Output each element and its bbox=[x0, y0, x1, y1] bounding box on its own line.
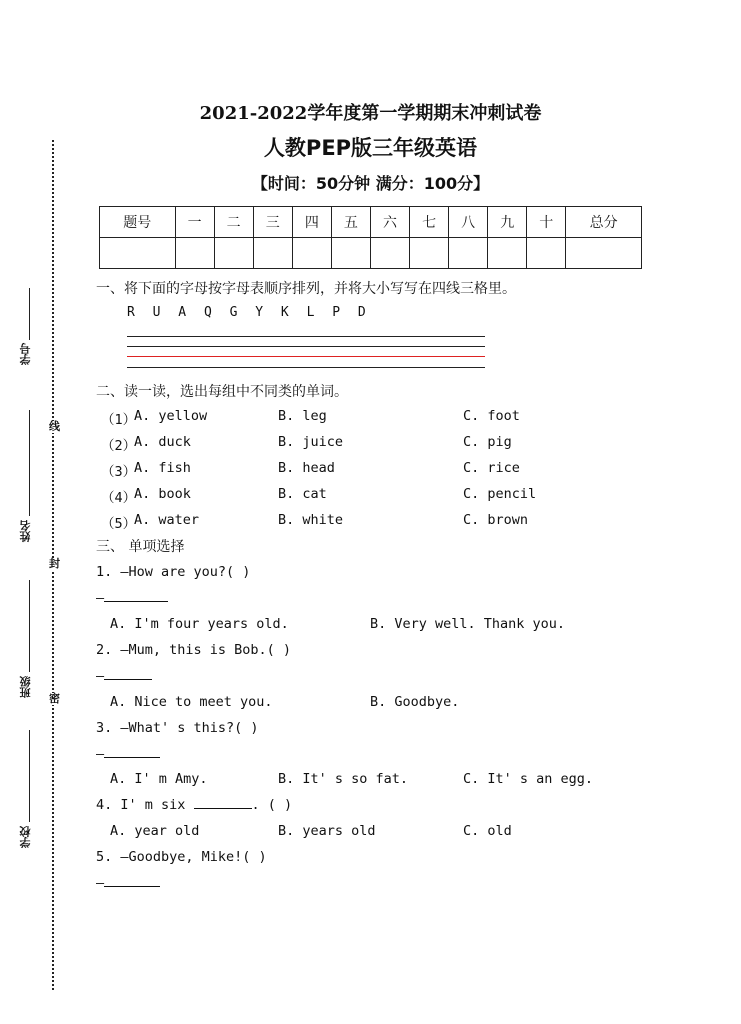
option-c: C. It' s an egg. bbox=[463, 771, 594, 787]
score-cell[interactable] bbox=[370, 238, 409, 269]
question-1-stem: 1. —How are you?( ) bbox=[96, 564, 251, 580]
score-cell[interactable] bbox=[331, 238, 370, 269]
score-cell[interactable] bbox=[527, 238, 566, 269]
score-header-cell: 五 bbox=[331, 207, 370, 238]
score-header-cell: 一 bbox=[175, 207, 214, 238]
seal-char-secret: 密 bbox=[49, 692, 60, 705]
question-4-stem-post: . ( ) bbox=[251, 797, 293, 813]
answer-dash: — bbox=[96, 590, 105, 606]
answer-blank[interactable] bbox=[104, 746, 160, 758]
fill-blank[interactable] bbox=[194, 797, 252, 809]
option-a: A. water bbox=[134, 512, 200, 528]
grid-line bbox=[127, 336, 485, 337]
option-b: B. leg bbox=[278, 408, 327, 424]
answer-dash: — bbox=[96, 746, 105, 762]
option-b: B. Very well. Thank you. bbox=[370, 616, 566, 632]
option-b: B. years old bbox=[278, 823, 376, 839]
section1-letters: R U A Q G Y K L P D bbox=[127, 305, 371, 320]
option-a: A. yellow bbox=[134, 408, 208, 424]
option-b: B. It' s so fat. bbox=[278, 771, 409, 787]
option-c: C. old bbox=[463, 823, 512, 839]
option-c: C. foot bbox=[463, 408, 520, 424]
option-c: C. brown bbox=[463, 512, 529, 528]
score-header-row bbox=[100, 207, 642, 238]
score-cell[interactable] bbox=[253, 238, 292, 269]
student-id-line bbox=[29, 288, 30, 340]
option-a: A. fish bbox=[134, 460, 191, 476]
answer-line[interactable] bbox=[96, 746, 160, 762]
section2-row-num: （4） bbox=[101, 490, 137, 506]
score-cell[interactable] bbox=[449, 238, 488, 269]
exam-info: 【时间：50分钟 满分：100分】 bbox=[251, 174, 490, 193]
seal-char-line: 线 bbox=[49, 420, 60, 433]
score-header-cell: 九 bbox=[488, 207, 527, 238]
answer-blank[interactable] bbox=[104, 668, 152, 680]
option-c: C. pig bbox=[463, 434, 512, 450]
score-header-cell: 二 bbox=[214, 207, 253, 238]
option-b: B. cat bbox=[278, 486, 327, 502]
section1-heading: 一、将下面的字母按字母表顺序排列，并将大小写写在四线三格里。 bbox=[96, 281, 516, 297]
seal-char-seal: 封 bbox=[49, 557, 60, 570]
student-id-label: 学号 bbox=[19, 343, 32, 365]
score-header-cell: 总分 bbox=[566, 207, 642, 238]
section2-row-num: （5） bbox=[101, 516, 137, 532]
answer-line[interactable] bbox=[96, 590, 168, 606]
option-b: B. head bbox=[278, 460, 335, 476]
score-value-row bbox=[100, 238, 642, 269]
score-header-cell: 八 bbox=[449, 207, 488, 238]
score-header-cell: 十 bbox=[527, 207, 566, 238]
score-header-cell: 七 bbox=[410, 207, 449, 238]
school-label: 学校 bbox=[19, 826, 32, 848]
score-table bbox=[99, 206, 642, 269]
exam-subtitle: 人教PEP版三年级英语 bbox=[263, 136, 478, 160]
question-4-stem-pre: 4. I' m six bbox=[96, 797, 194, 813]
answer-line[interactable] bbox=[96, 875, 160, 891]
question-5-stem: 5. —Goodbye, Mike!( ) bbox=[96, 849, 267, 865]
grid-line bbox=[127, 346, 485, 347]
score-cell[interactable] bbox=[100, 238, 176, 269]
grid-line-red bbox=[127, 356, 485, 357]
option-a: A. I' m Amy. bbox=[110, 771, 208, 787]
option-c: C. rice bbox=[463, 460, 520, 476]
section2-row-num: （1） bbox=[101, 412, 137, 428]
question-4-stem bbox=[96, 797, 292, 813]
section3-heading: 三、 单项选择 bbox=[96, 539, 185, 555]
score-cell[interactable] bbox=[488, 238, 527, 269]
exam-title: 2021-2022学年度第一学期期末冲刺试卷 bbox=[199, 103, 542, 124]
section2-row-num: （3） bbox=[101, 464, 137, 480]
option-b: B. white bbox=[278, 512, 344, 528]
score-cell[interactable] bbox=[292, 238, 331, 269]
class-line bbox=[29, 580, 30, 672]
score-header-cell: 四 bbox=[292, 207, 331, 238]
option-a: A. year old bbox=[110, 823, 200, 839]
answer-blank[interactable] bbox=[104, 875, 160, 887]
name-label: 姓名 bbox=[19, 520, 32, 542]
option-a: A. duck bbox=[134, 434, 191, 450]
score-cell[interactable] bbox=[566, 238, 642, 269]
score-header-cell: 题号 bbox=[100, 207, 176, 238]
question-2-stem: 2. —Mum, this is Bob.( ) bbox=[96, 642, 292, 658]
school-line bbox=[29, 730, 30, 822]
score-cell[interactable] bbox=[410, 238, 449, 269]
score-cell[interactable] bbox=[175, 238, 214, 269]
option-a: A. Nice to meet you. bbox=[110, 694, 273, 710]
option-a: A. I'm four years old. bbox=[110, 616, 289, 632]
option-c: C. pencil bbox=[463, 486, 537, 502]
answer-dash: — bbox=[96, 875, 105, 891]
option-b: B. Goodbye. bbox=[370, 694, 460, 710]
score-header-cell: 三 bbox=[253, 207, 292, 238]
name-line bbox=[29, 410, 30, 516]
score-header-cell: 六 bbox=[370, 207, 409, 238]
answer-dash: — bbox=[96, 668, 105, 684]
grid-line bbox=[127, 367, 485, 368]
answer-blank[interactable] bbox=[104, 590, 168, 602]
class-label: 班级 bbox=[19, 676, 32, 698]
score-cell[interactable] bbox=[214, 238, 253, 269]
answer-line[interactable] bbox=[96, 668, 152, 684]
section2-row-num: （2） bbox=[101, 438, 137, 454]
section2-heading: 二、读一读，选出每组中不同类的单词。 bbox=[96, 384, 348, 400]
question-3-stem: 3. —What' s this?( ) bbox=[96, 720, 259, 736]
option-b: B. juice bbox=[278, 434, 344, 450]
option-a: A. book bbox=[134, 486, 191, 502]
